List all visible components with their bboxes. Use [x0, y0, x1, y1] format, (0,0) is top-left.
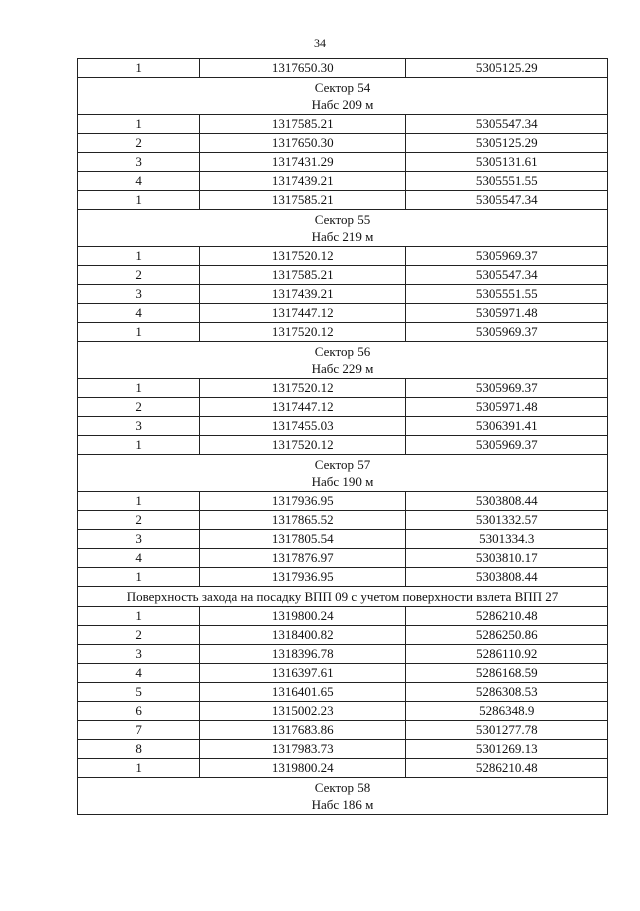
- x-coordinate-cell: 1317431.29: [200, 153, 406, 172]
- section-header: [78, 587, 608, 607]
- table-row: [78, 511, 608, 530]
- section-header-row: [78, 342, 608, 379]
- y-coordinate-cell: 5301334.3: [406, 530, 608, 549]
- y-coordinate-cell: 5305971.48: [406, 398, 608, 417]
- x-coordinate-cell: 1318396.78: [200, 645, 406, 664]
- point-number-cell: 4: [78, 172, 200, 191]
- table-row: [78, 134, 608, 153]
- table-row: [78, 247, 608, 266]
- x-coordinate-cell: 1317983.73: [200, 740, 406, 759]
- x-coordinate-cell: 1317683.86: [200, 721, 406, 740]
- point-number-cell: 1: [78, 759, 200, 778]
- x-coordinate-cell: 1317585.21: [200, 266, 406, 285]
- y-coordinate-cell: 5305971.48: [406, 304, 608, 323]
- point-number-cell: 8: [78, 740, 200, 759]
- y-coordinate-cell: 5306391.41: [406, 417, 608, 436]
- table-row: [78, 436, 608, 455]
- point-number-cell: 1: [78, 568, 200, 587]
- section-header: [78, 342, 608, 379]
- y-coordinate-cell: 5305969.37: [406, 379, 608, 398]
- table-row: [78, 740, 608, 759]
- x-coordinate-cell: 1317439.21: [200, 172, 406, 191]
- x-coordinate-cell: 1317520.12: [200, 247, 406, 266]
- section-header: [78, 210, 608, 247]
- section-header-line: Сектор 57: [314, 457, 371, 472]
- section-header-line: Сектор 54: [314, 80, 371, 95]
- section-header-row: [78, 778, 608, 815]
- y-coordinate-cell: 5286110.92: [406, 645, 608, 664]
- y-coordinate-cell: 5286168.59: [406, 664, 608, 683]
- x-coordinate-cell: 1317585.21: [200, 115, 406, 134]
- y-coordinate-cell: 5286308.53: [406, 683, 608, 702]
- table-row: [78, 59, 608, 78]
- x-coordinate-cell: 1316397.61: [200, 664, 406, 683]
- table-row: [78, 664, 608, 683]
- y-coordinate-cell: 5305131.61: [406, 153, 608, 172]
- x-coordinate-cell: 1317520.12: [200, 323, 406, 342]
- section-header-line: Сектор 55: [314, 212, 371, 227]
- point-number-cell: 1: [78, 247, 200, 266]
- section-header: [78, 778, 608, 815]
- y-coordinate-cell: 5301332.57: [406, 511, 608, 530]
- point-number-cell: 2: [78, 266, 200, 285]
- section-header: [78, 78, 608, 115]
- y-coordinate-cell: 5305547.34: [406, 191, 608, 210]
- point-number-cell: 1: [78, 115, 200, 134]
- x-coordinate-cell: 1317865.52: [200, 511, 406, 530]
- x-coordinate-cell: 1318400.82: [200, 626, 406, 645]
- x-coordinate-cell: 1317585.21: [200, 191, 406, 210]
- y-coordinate-cell: 5286348.9: [406, 702, 608, 721]
- x-coordinate-cell: 1317805.54: [200, 530, 406, 549]
- x-coordinate-cell: 1317520.12: [200, 379, 406, 398]
- x-coordinate-cell: 1316401.65: [200, 683, 406, 702]
- section-header-line: Набс 219 м: [311, 229, 374, 244]
- section-header-line: Сектор 56: [314, 344, 371, 359]
- point-number-cell: 4: [78, 664, 200, 683]
- table-row: [78, 153, 608, 172]
- table-row: [78, 549, 608, 568]
- table-row: [78, 323, 608, 342]
- point-number-cell: 6: [78, 702, 200, 721]
- y-coordinate-cell: 5286210.48: [406, 759, 608, 778]
- y-coordinate-cell: 5305547.34: [406, 115, 608, 134]
- table-row: [78, 191, 608, 210]
- table-row: [78, 607, 608, 626]
- table-row: [78, 530, 608, 549]
- x-coordinate-cell: 1317447.12: [200, 398, 406, 417]
- point-number-cell: 2: [78, 626, 200, 645]
- table-row: [78, 626, 608, 645]
- x-coordinate-cell: 1317455.03: [200, 417, 406, 436]
- table-row: [78, 721, 608, 740]
- point-number-cell: 1: [78, 323, 200, 342]
- point-number-cell: 2: [78, 511, 200, 530]
- point-number-cell: 3: [78, 285, 200, 304]
- point-number-cell: 2: [78, 398, 200, 417]
- x-coordinate-cell: 1317936.95: [200, 568, 406, 587]
- section-header-line: Набс 190 м: [311, 474, 374, 489]
- section-header-line: Набс 229 м: [311, 361, 374, 376]
- section-header: [78, 455, 608, 492]
- x-coordinate-cell: 1319800.24: [200, 759, 406, 778]
- table-row: [78, 417, 608, 436]
- point-number-cell: 3: [78, 530, 200, 549]
- coordinates-table: [77, 58, 608, 815]
- section-header-row: [78, 455, 608, 492]
- point-number-cell: 3: [78, 417, 200, 436]
- y-coordinate-cell: 5303808.44: [406, 492, 608, 511]
- table-row: [78, 683, 608, 702]
- point-number-cell: 1: [78, 59, 200, 78]
- point-number-cell: 1: [78, 607, 200, 626]
- section-header-line: Набс 209 м: [311, 97, 374, 112]
- point-number-cell: 1: [78, 436, 200, 455]
- coordinates-table-body: [78, 59, 608, 815]
- y-coordinate-cell: 5305125.29: [406, 59, 608, 78]
- y-coordinate-cell: 5305551.55: [406, 172, 608, 191]
- x-coordinate-cell: 1317650.30: [200, 59, 406, 78]
- y-coordinate-cell: 5303810.17: [406, 549, 608, 568]
- table-row: [78, 645, 608, 664]
- y-coordinate-cell: 5286210.48: [406, 607, 608, 626]
- y-coordinate-cell: 5305969.37: [406, 323, 608, 342]
- y-coordinate-cell: 5305125.29: [406, 134, 608, 153]
- table-row: [78, 398, 608, 417]
- table-row: [78, 285, 608, 304]
- table-row: [78, 379, 608, 398]
- x-coordinate-cell: 1317439.21: [200, 285, 406, 304]
- table-row: [78, 759, 608, 778]
- table-row: [78, 172, 608, 191]
- x-coordinate-cell: 1317876.97: [200, 549, 406, 568]
- x-coordinate-cell: 1315002.23: [200, 702, 406, 721]
- x-coordinate-cell: 1317936.95: [200, 492, 406, 511]
- section-header-row: [78, 78, 608, 115]
- table-row: [78, 492, 608, 511]
- y-coordinate-cell: 5303808.44: [406, 568, 608, 587]
- point-number-cell: 1: [78, 379, 200, 398]
- table-row: [78, 115, 608, 134]
- page-number: 34: [314, 36, 326, 50]
- section-header-line: Поверхность захода на посадку ВПП 09 с учетом поверхности взлета ВПП 27: [126, 589, 559, 604]
- point-number-cell: 4: [78, 549, 200, 568]
- section-header-line: Набс 186 м: [311, 797, 374, 812]
- point-number-cell: 4: [78, 304, 200, 323]
- point-number-cell: 3: [78, 645, 200, 664]
- y-coordinate-cell: 5305547.34: [406, 266, 608, 285]
- point-number-cell: 2: [78, 134, 200, 153]
- y-coordinate-cell: 5305969.37: [406, 247, 608, 266]
- point-number-cell: 1: [78, 492, 200, 511]
- table-row: [78, 568, 608, 587]
- point-number-cell: 1: [78, 191, 200, 210]
- y-coordinate-cell: 5301269.13: [406, 740, 608, 759]
- point-number-cell: 3: [78, 153, 200, 172]
- section-header-row: [78, 587, 608, 607]
- x-coordinate-cell: 1319800.24: [200, 607, 406, 626]
- x-coordinate-cell: 1317520.12: [200, 436, 406, 455]
- y-coordinate-cell: 5286250.86: [406, 626, 608, 645]
- section-header-line: Сектор 58: [314, 780, 371, 795]
- y-coordinate-cell: 5305551.55: [406, 285, 608, 304]
- point-number-cell: 5: [78, 683, 200, 702]
- x-coordinate-cell: 1317650.30: [200, 134, 406, 153]
- table-row: [78, 266, 608, 285]
- y-coordinate-cell: 5301277.78: [406, 721, 608, 740]
- table-row: [78, 702, 608, 721]
- point-number-cell: 7: [78, 721, 200, 740]
- x-coordinate-cell: 1317447.12: [200, 304, 406, 323]
- y-coordinate-cell: 5305969.37: [406, 436, 608, 455]
- section-header-row: [78, 210, 608, 247]
- table-row: [78, 304, 608, 323]
